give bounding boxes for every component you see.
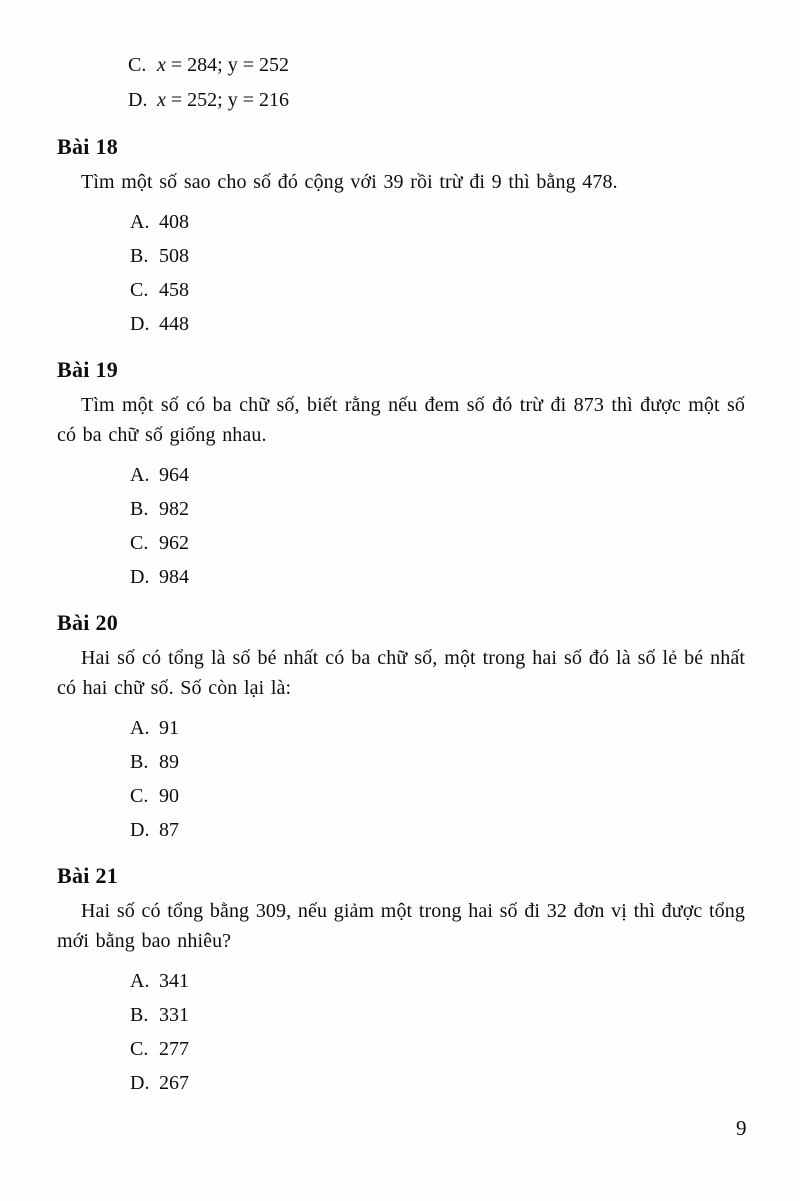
exercise-18 xyxy=(57,134,745,341)
answer-option xyxy=(130,526,745,560)
exercise-19 xyxy=(57,357,745,594)
answer-option-value: 91 xyxy=(159,717,179,739)
answer-option-label: B. xyxy=(130,751,149,773)
exercise-title: Bài 20 xyxy=(57,610,119,635)
equation-y-value: = 252 xyxy=(242,54,290,76)
answer-option xyxy=(130,307,745,341)
answer-option xyxy=(130,779,745,813)
answer-option-value: 962 xyxy=(159,532,189,554)
answer-option-label: A. xyxy=(130,464,150,486)
answer-option-label: C. xyxy=(130,279,149,301)
answer-option xyxy=(130,239,745,273)
answer-option xyxy=(130,998,745,1032)
answer-option-value: 982 xyxy=(159,498,189,520)
answer-option-label: C. xyxy=(130,532,149,554)
answer-option-label: A. xyxy=(130,211,150,233)
variable-x: x xyxy=(157,89,166,111)
answer-option-value: 267 xyxy=(159,1072,189,1094)
variable-x: x xyxy=(157,54,166,76)
answer-option-value: 341 xyxy=(159,970,189,992)
answer-option-label: C. xyxy=(130,1038,149,1060)
answer-option-label: C. xyxy=(128,54,147,76)
page-number: 9 xyxy=(736,1116,747,1140)
answer-option-label: D. xyxy=(130,313,150,335)
answer-options xyxy=(57,205,745,341)
exercise-question: Tìm một số có ba chữ số, biết rằng nếu đem số đó trừ đi 873 thì được một số có ba chữ số giống nhau. xyxy=(57,394,745,446)
exercise-title: Bài 21 xyxy=(57,863,119,888)
exercise-title: Bài 19 xyxy=(57,357,119,382)
answer-option xyxy=(130,711,745,745)
answer-option-label: B. xyxy=(130,498,149,520)
answer-options xyxy=(57,711,745,847)
answer-option xyxy=(130,560,745,594)
exercise-title: Bài 18 xyxy=(57,134,119,159)
answer-option xyxy=(130,1032,745,1066)
answer-option xyxy=(130,492,745,526)
equation-x-value: = 252; xyxy=(170,89,223,111)
answer-option-label: C. xyxy=(130,785,149,807)
answer-option-value: 458 xyxy=(159,279,189,301)
answer-option-value: 89 xyxy=(159,751,179,773)
answer-option-value: 408 xyxy=(159,211,189,233)
answer-option xyxy=(130,273,745,307)
answer-options xyxy=(57,458,745,594)
answer-option xyxy=(130,1066,745,1100)
exercise-20 xyxy=(57,610,745,847)
answer-option-label: D. xyxy=(130,566,150,588)
answer-option xyxy=(128,83,745,118)
answer-option-value: 331 xyxy=(159,1004,189,1026)
variable-y: y xyxy=(227,89,238,111)
answer-option-value: 964 xyxy=(159,464,189,486)
answer-option-label: D. xyxy=(128,89,148,111)
answer-option xyxy=(128,48,745,83)
equation-x-value: = 284; xyxy=(170,54,223,76)
previous-exercise-options xyxy=(128,48,745,118)
exercise-21 xyxy=(57,863,745,1100)
answer-option-value: 448 xyxy=(159,313,189,335)
answer-option-value: 277 xyxy=(159,1038,189,1060)
answer-option-value: 984 xyxy=(159,566,189,588)
answer-option-label: B. xyxy=(130,1004,149,1026)
answer-option-value: 87 xyxy=(159,819,179,841)
answer-option-value: 90 xyxy=(159,785,179,807)
exercise-question: Tìm một số sao cho số đó cộng với 39 rồi trừ đi 9 thì bằng 478. xyxy=(81,171,618,193)
answer-option xyxy=(130,745,745,779)
answer-option-label: D. xyxy=(130,819,150,841)
answer-option-label: B. xyxy=(130,245,149,267)
answer-option xyxy=(130,964,745,998)
answer-option-label: A. xyxy=(130,970,150,992)
answer-option xyxy=(130,458,745,492)
answer-option xyxy=(130,813,745,847)
exercise-question: Hai số có tổng bằng 309, nếu giảm một trong hai số đi 32 đơn vị thì được tổng mới bằng bao nhiêu? xyxy=(57,900,745,952)
answer-options xyxy=(57,964,745,1100)
answer-option-label: A. xyxy=(130,717,150,739)
equation-y-value: = 216 xyxy=(242,89,290,111)
answer-option-value: 508 xyxy=(159,245,189,267)
variable-y: y xyxy=(227,54,238,76)
answer-option-label: D. xyxy=(130,1072,150,1094)
exercise-question: Hai số có tổng là số bé nhất có ba chữ số, một trong hai số đó là số lẻ bé nhất có hai chữ số. Số còn lại là: xyxy=(57,647,745,699)
answer-option xyxy=(130,205,745,239)
